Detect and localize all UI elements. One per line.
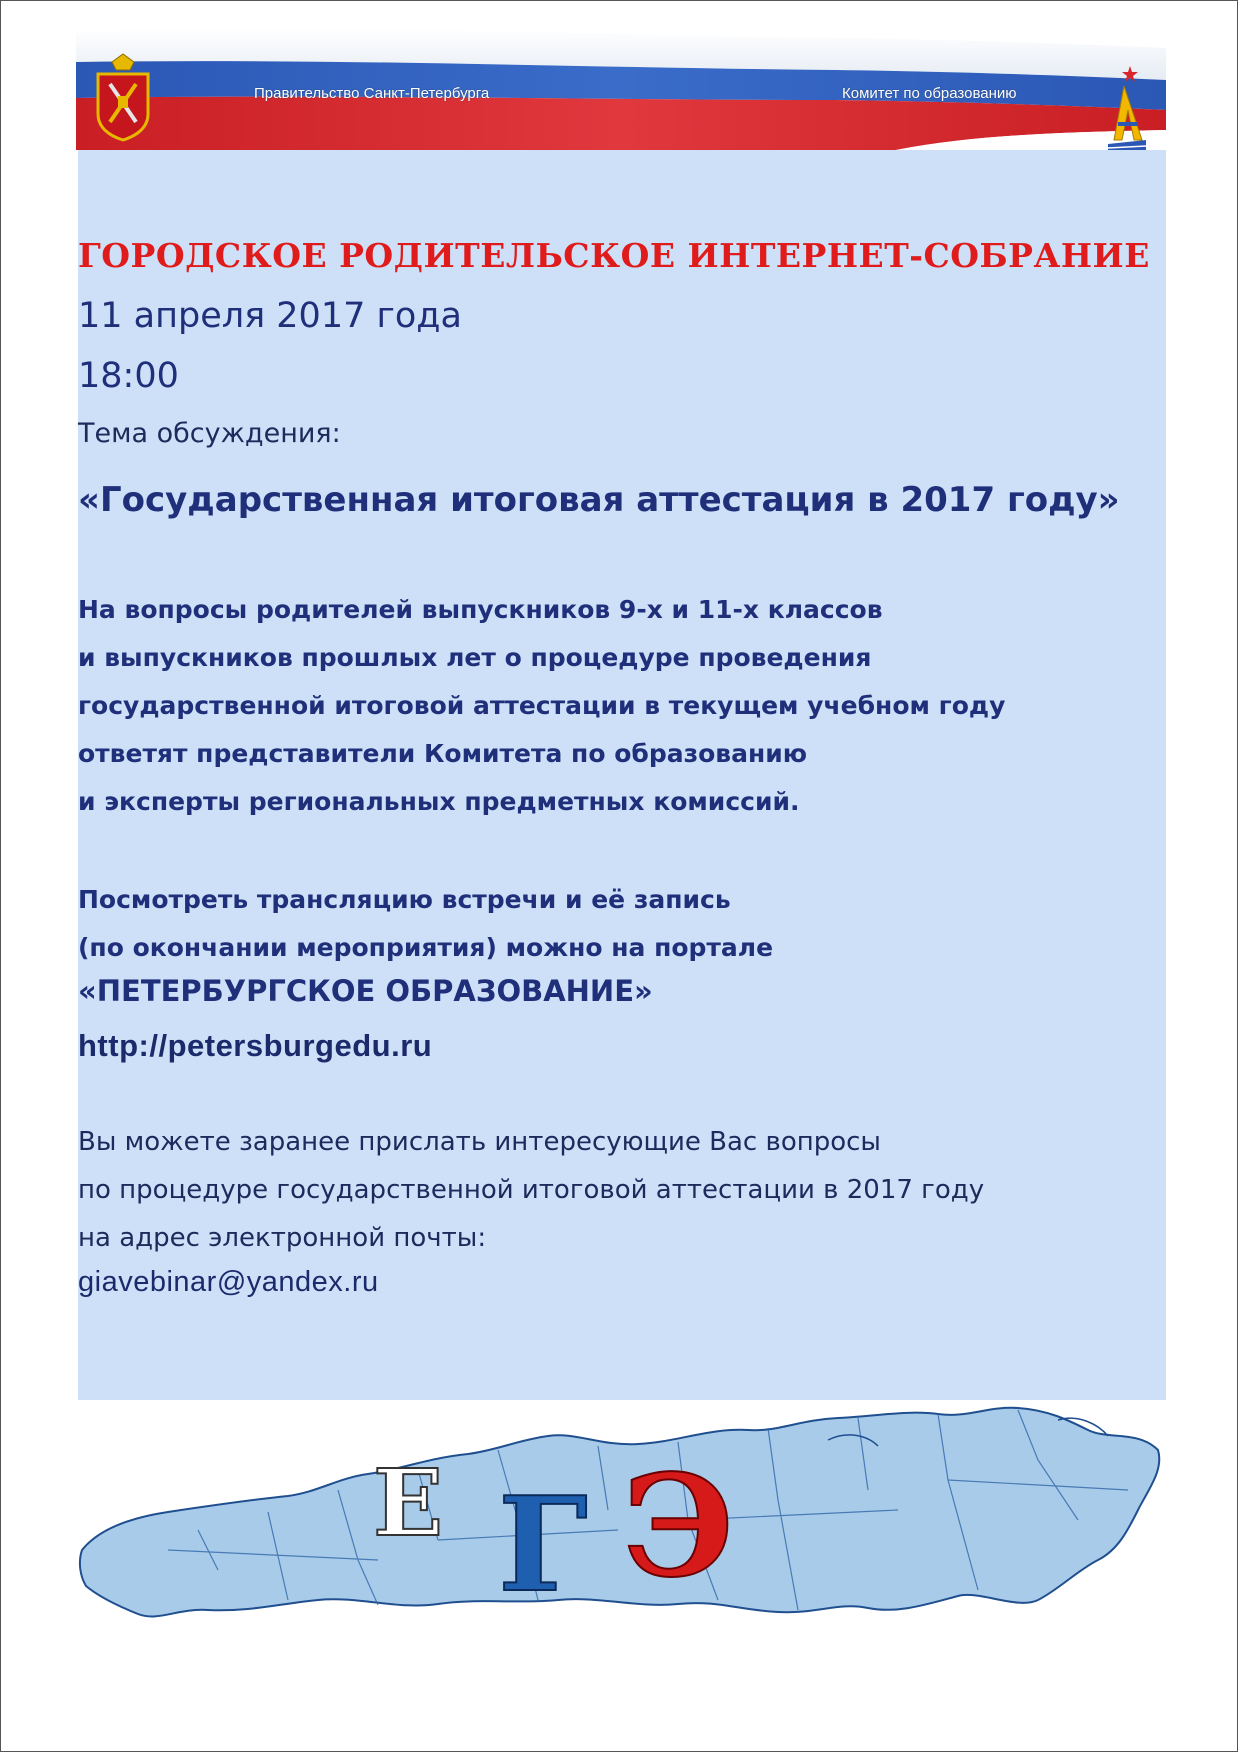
send-line: по процедуре государственной итоговой аттестации в 2017 году [78, 1175, 985, 1205]
send-line: Вы можете заранее прислать интересующие Вас вопросы [78, 1127, 881, 1157]
committee-logo-icon [1094, 62, 1156, 156]
qa-line: ответят представители Комитета по образованию [78, 739, 808, 768]
contact-email-link[interactable]: giavebinar@yandex.ru [78, 1266, 379, 1298]
qa-line: и выпускников прошлых лет о процедуре проведения [78, 643, 872, 672]
send-questions-paragraph [78, 1118, 1166, 1262]
government-label: Правительство Санкт-Петербурга [254, 85, 490, 102]
event-time: 18:00 [78, 356, 179, 396]
topic-title: «Государственная итоговая аттестация в 2017 году» [78, 480, 1120, 520]
committee-label: Комитет по образованию [842, 85, 1017, 102]
event-title: ГОРОДСКОЕ РОДИТЕЛЬСКОЕ ИНТЕРНЕТ-СОБРАНИЕ [78, 236, 1150, 275]
qa-line: и эксперты региональных предметных комиссий. [78, 787, 800, 816]
send-line: на адрес электронной почты: [78, 1223, 487, 1253]
info-panel [78, 150, 1166, 1400]
header-banner [76, 22, 1166, 150]
russia-map-illustration [78, 1400, 1166, 1632]
topic-label: Тема обсуждения: [78, 418, 341, 449]
portal-link[interactable]: http://petersburgedu.ru [78, 1028, 433, 1063]
broadcast-line: (по окончании мероприятия) можно на портале [78, 933, 774, 962]
qa-line: На вопросы родителей выпускников 9-х и 11-х классов [78, 595, 883, 624]
qa-line: государственной итоговой аттестации в текущем учебном году [78, 691, 1006, 720]
map-letter-e: Е [373, 1449, 444, 1557]
broadcast-paragraph [78, 876, 1166, 972]
russia-map-icon [78, 1400, 1166, 1632]
qa-paragraph [78, 586, 1166, 826]
portal-name: «ПЕТЕРБУРГСКОЕ ОБРАЗОВАНИЕ» [78, 974, 653, 1008]
event-date: 11 апреля 2017 года [78, 296, 462, 336]
coat-of-arms-icon [90, 52, 156, 144]
broadcast-line: Посмотреть трансляцию встречи и её запись [78, 885, 731, 914]
map-letter-g: Г [498, 1468, 588, 1621]
map-letter-e-reversed: Э [623, 1445, 735, 1609]
